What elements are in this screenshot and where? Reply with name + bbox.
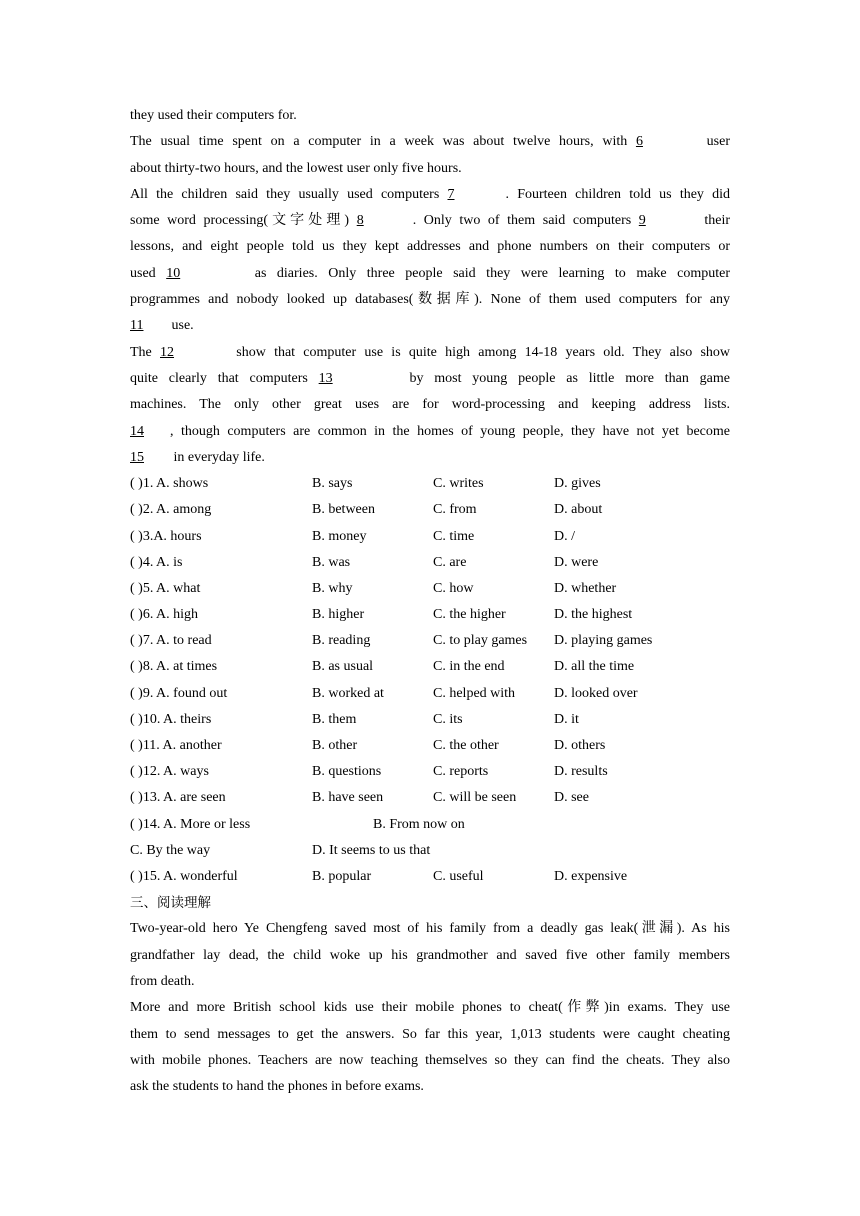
option-a: ( )9. A. found out — [130, 685, 228, 701]
option-a: ( )3.A. hours — [130, 528, 202, 544]
option-a: ( )13. A. are seen — [130, 790, 226, 806]
option-c: C. writes — [433, 476, 484, 492]
blank-12: 12 — [160, 344, 175, 360]
option-c: C. reports — [433, 764, 489, 780]
option-b: B. money — [312, 528, 367, 544]
option-b: B. popular — [312, 868, 372, 884]
question-row — [130, 864, 730, 890]
option-d: D. see — [554, 790, 589, 806]
question-row — [130, 759, 730, 785]
option-c: C. the other — [433, 738, 499, 754]
option-d: D. / — [554, 528, 575, 544]
passage-line: All the children said they usually used computers 7 . Fourteen children told us they did — [130, 182, 730, 208]
passage-line: used 10 as diaries. Only three people said they were learning to make computer — [130, 261, 730, 287]
option-a: ( )7. A. to read — [130, 633, 212, 649]
passage-line: quite clearly that computers 13 by most young people as little more than game — [130, 366, 730, 392]
option-d: D. gives — [554, 476, 601, 492]
question-row — [130, 471, 730, 497]
option-a: ( )2. A. among — [130, 502, 212, 518]
option-d: D. It seems to us that — [312, 842, 431, 858]
option-d: D. the highest — [554, 607, 633, 623]
option-a: ( )5. A. what — [130, 580, 201, 596]
blank-9: 9 — [638, 213, 646, 229]
option-d: D. all the time — [554, 659, 635, 675]
option-b: B. as usual — [312, 659, 374, 675]
passage-line: 15 in everyday life. — [130, 445, 730, 471]
question-row — [130, 550, 730, 576]
passage-line: More and more British school kids use their mobile phones to cheat(作弊)in exams. They use — [130, 1000, 730, 1016]
passage-line: Two-year-old hero Ye Chengfeng saved most of his family from a deadly gas leak(泄漏). As his — [130, 921, 730, 937]
option-b: B. between — [312, 502, 375, 518]
blank-10: 10 — [166, 265, 181, 281]
passage-line: 11 use. — [130, 313, 730, 339]
question-row — [130, 733, 730, 759]
option-c: C. to play games — [433, 633, 528, 649]
passage-line: about thirty-two hours, and the lowest user only five hours. — [130, 160, 462, 176]
question-row — [130, 838, 730, 864]
option-b: B. worked at — [312, 685, 384, 701]
question-row — [130, 602, 730, 628]
passage-line: them to send messages to get the answers. So far this year, 1,013 students were caught cheating — [130, 1026, 730, 1042]
option-d: D. whether — [554, 580, 617, 596]
question-row — [130, 707, 730, 733]
blank-15: 15 — [130, 449, 144, 465]
option-b: B. says — [312, 476, 353, 492]
document-page — [130, 103, 730, 1101]
option-a: ( )8. A. at times — [130, 659, 218, 675]
option-b: B. have seen — [312, 790, 384, 806]
question-row — [130, 681, 730, 707]
option-d: D. expensive — [554, 868, 628, 884]
option-a: ( )12. A. ways — [130, 764, 209, 780]
option-c: C. how — [433, 580, 474, 596]
option-c: C. the higher — [433, 607, 506, 623]
option-b: B. was — [312, 554, 351, 570]
option-c: C. from — [433, 502, 477, 518]
option-b: B. From now on — [373, 816, 465, 832]
option-b: B. higher — [312, 607, 365, 623]
option-d: D. playing games — [554, 633, 653, 649]
question-row — [130, 628, 730, 654]
option-b: B. them — [312, 711, 357, 727]
option-c: C. in the end — [433, 659, 505, 675]
option-d: D. looked over — [554, 685, 638, 701]
option-c: C. will be seen — [433, 790, 517, 806]
option-c: C. its — [433, 711, 463, 727]
option-d: D. it — [554, 711, 579, 727]
option-b: B. other — [312, 738, 358, 754]
passage-line: programmes and nobody looked up databases(数据库). None of them used computers for any — [130, 292, 730, 308]
option-d: D. results — [554, 764, 608, 780]
option-d: D. about — [554, 502, 603, 518]
passage-line: 14 , though computers are common in the homes of young people, they have not yet become — [130, 419, 730, 445]
option-a: ( )14. A. More or less — [130, 816, 251, 832]
option-a: ( )1. A. shows — [130, 476, 209, 492]
option-b: B. questions — [312, 764, 382, 780]
passage-line: The usual time spent on a computer in a week was about twelve hours, with 6 user — [130, 129, 730, 155]
option-a: ( )15. A. wonderful — [130, 868, 238, 884]
passage-line: lessons, and eight people told us they kept addresses and phone numbers on their computers or — [130, 239, 730, 255]
question-row — [130, 524, 730, 550]
option-a: ( )6. A. high — [130, 607, 199, 623]
blank-8: 8 — [356, 213, 364, 229]
blank-6: 6 — [635, 134, 643, 150]
blank-14: 14 — [130, 423, 144, 439]
option-c: C. are — [433, 554, 467, 570]
passage-line: with mobile phones. Teachers are now teaching themselves so they can find the cheats. They also — [130, 1052, 730, 1068]
option-c: C. time — [433, 528, 475, 544]
blank-13: 13 — [318, 370, 333, 386]
passage-line: ask the students to hand the phones in before exams. — [130, 1079, 424, 1095]
question-row — [130, 654, 730, 680]
option-d: D. were — [554, 554, 599, 570]
question-row — [130, 785, 730, 811]
question-row — [130, 576, 730, 602]
passage-line: machines. The only other great uses are for word-processing and keeping address lists. — [130, 397, 730, 413]
option-a: ( )4. A. is — [130, 554, 183, 570]
blank-11: 11 — [130, 318, 144, 334]
passage-line: grandfather lay dead, the child woke up his grandmother and saved five other family members — [130, 947, 730, 963]
passage-line: The 12 show that computer use is quite high among 14-18 years old. They also show — [130, 340, 730, 366]
passage-line: they used their computers for. — [130, 108, 297, 123]
option-c: C. helped with — [433, 685, 516, 701]
option-b: B. why — [312, 580, 353, 596]
blank-7: 7 — [447, 186, 455, 202]
option-b: B. reading — [312, 633, 371, 649]
option-c: C. By the way — [130, 842, 211, 858]
option-d: D. others — [554, 738, 606, 754]
option-a: ( )11. A. another — [130, 738, 222, 754]
section-heading: 三、阅读理解 — [130, 895, 211, 912]
passage-line: from death. — [130, 974, 195, 990]
question-row — [130, 497, 730, 523]
passage-line: some word processing(文字处理) 8 . Only two of them said computers 9 their — [130, 208, 730, 234]
question-list — [130, 471, 730, 890]
option-a: ( )10. A. theirs — [130, 711, 212, 727]
question-row — [130, 812, 730, 838]
option-c: C. useful — [433, 868, 484, 884]
